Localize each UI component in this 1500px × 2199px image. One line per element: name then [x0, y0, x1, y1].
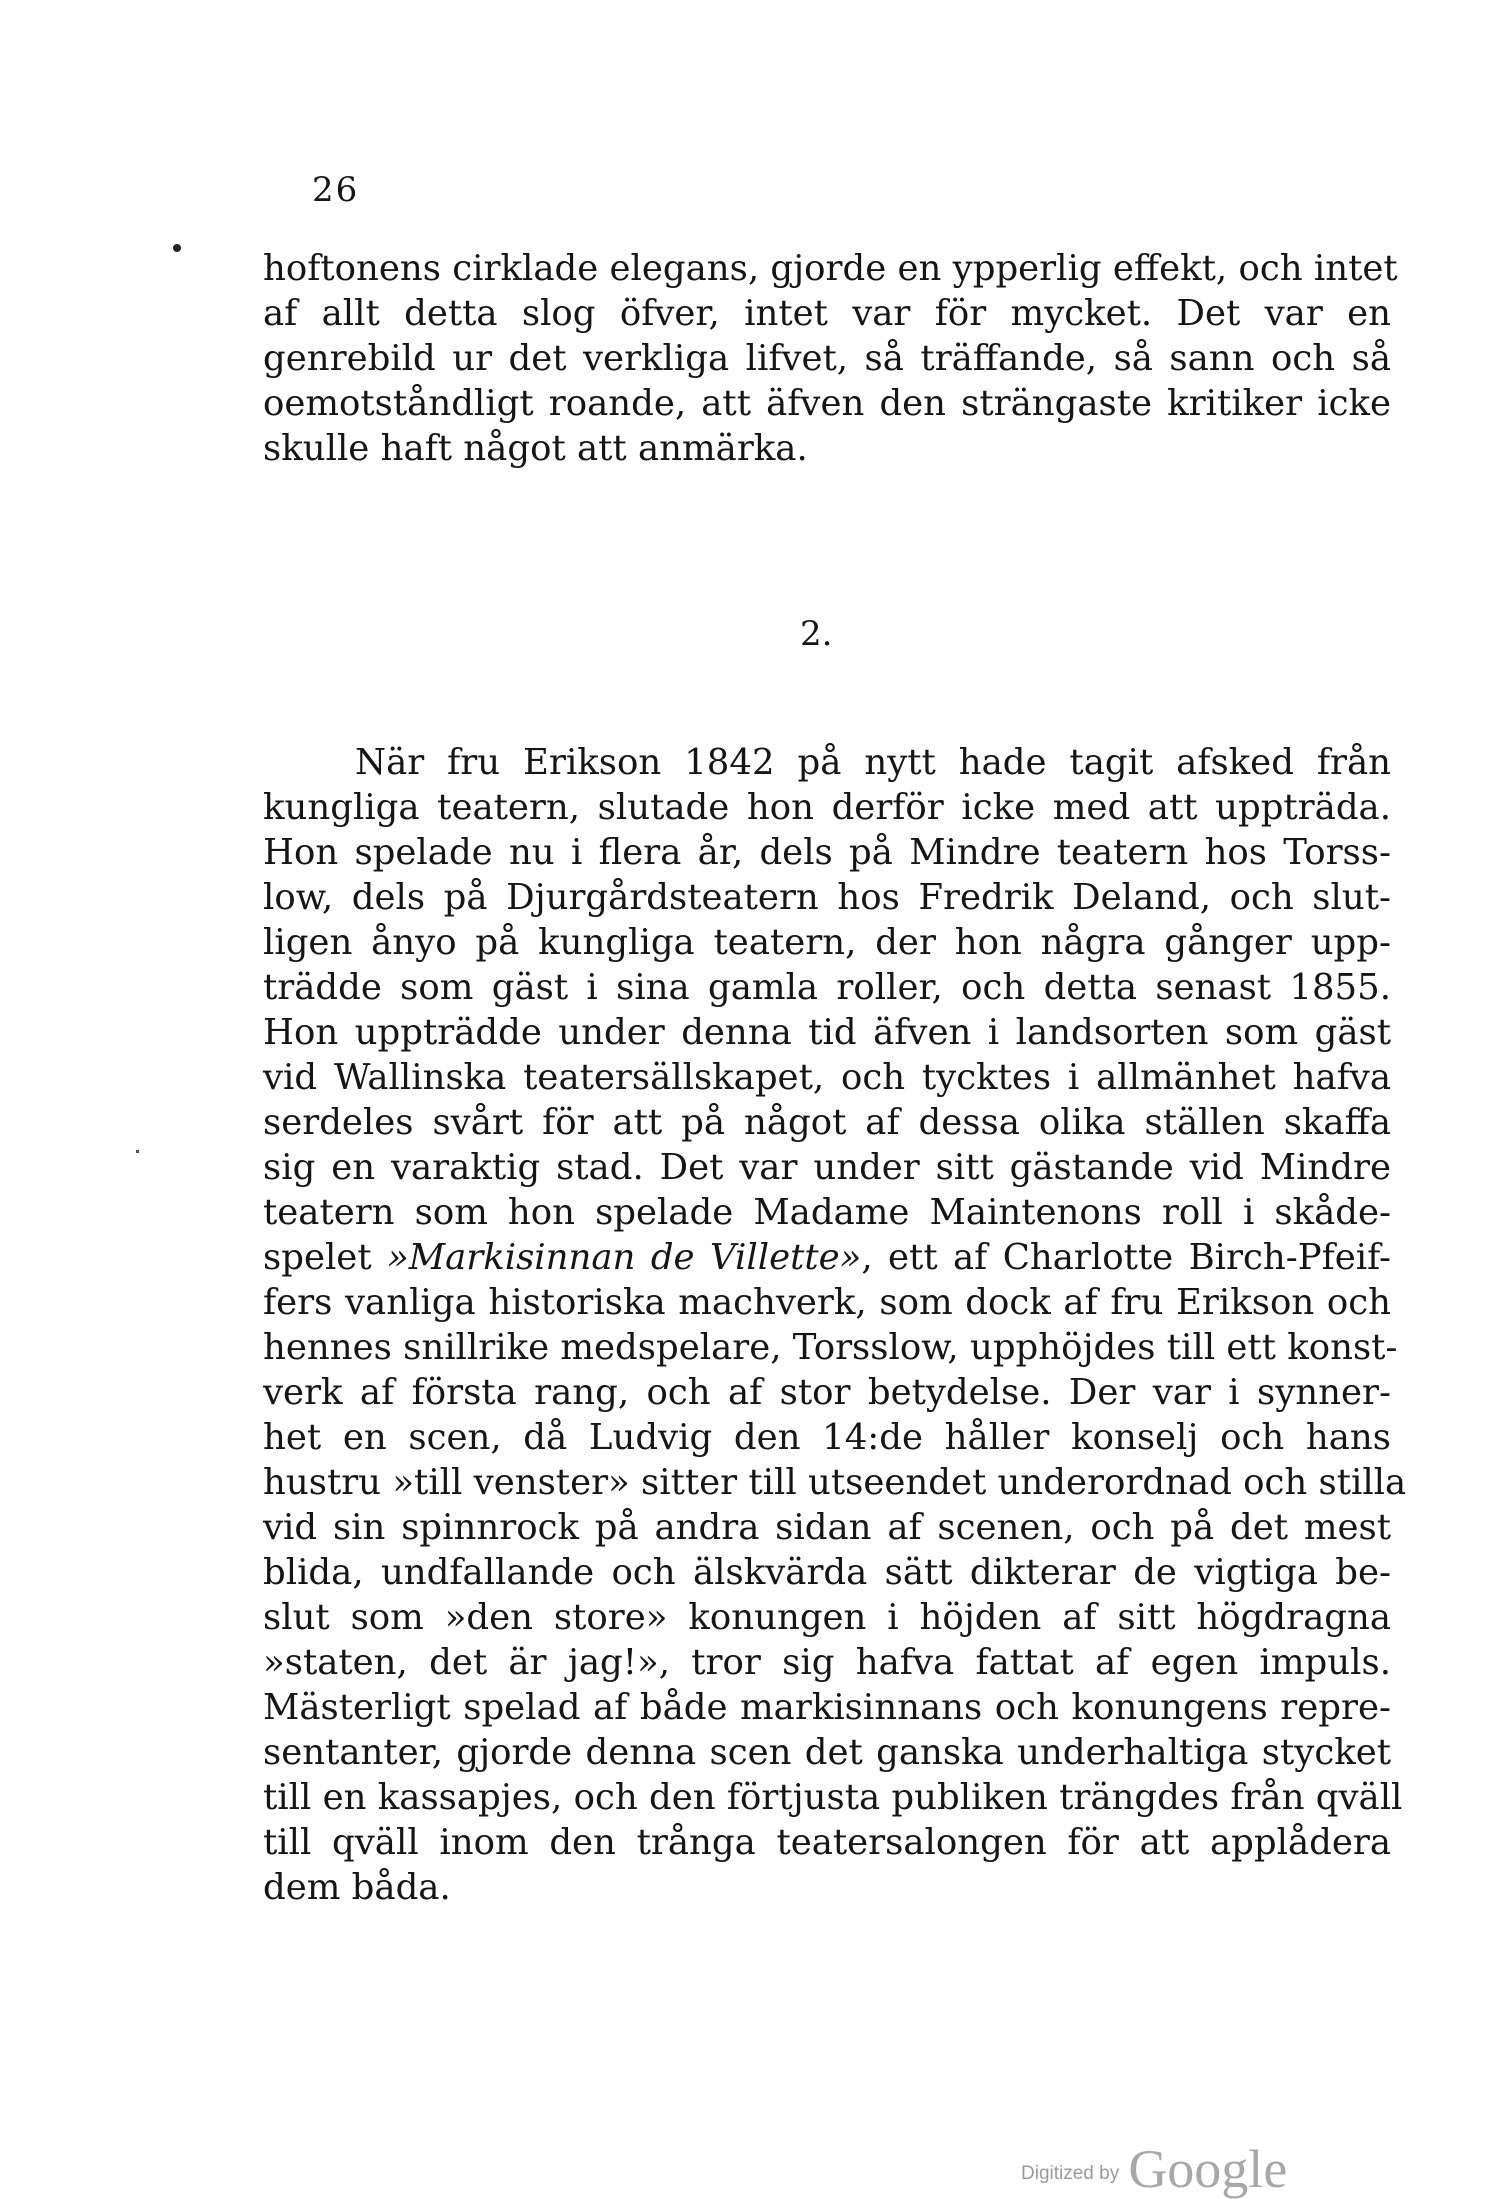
- text-line: När fru Erikson 1842 på nytt hade tagit afsked från: [355, 742, 1391, 783]
- text-line: serdeles svårt för att på något af dessa olika ställen skaffa: [263, 1102, 1391, 1143]
- text-line: verk af första rang, och af stor betydelse. Der var i synner-: [263, 1372, 1391, 1413]
- text-line: hennes snillrike medspelare, Torsslow, upphöjdes till ett konst-: [263, 1327, 1398, 1368]
- text-line: kungliga teatern, slutade hon derför icke med att uppträda.: [263, 787, 1391, 828]
- google-logo: Google: [1128, 2139, 1288, 2199]
- text-line: Hon uppträdde under denna tid äfven i landsorten som gäst: [263, 1012, 1391, 1053]
- text-line: het en scen, då Ludvig den 14:de håller konselj och hans: [263, 1417, 1391, 1458]
- section-heading: 2.: [800, 614, 833, 654]
- text-line: genrebild ur det verkliga lifvet, så träffande, så sann och så: [263, 338, 1391, 379]
- margin-mark: [173, 244, 181, 252]
- text-line: hoftonens cirklade elegans, gjorde en ypperlig effekt, och intet: [263, 248, 1398, 289]
- text-line: till qväll inom den trånga teatersalongen för att applådera: [263, 1822, 1391, 1863]
- text-line: trädde som gäst i sina gamla roller, och detta senast 1855.: [263, 967, 1391, 1008]
- text-line: till en kassapjes, och den förtjusta publiken trängdes från qväll: [263, 1777, 1403, 1818]
- text-line: oemotståndligt roande, att äfven den strängaste kritiker icke: [263, 383, 1391, 424]
- text-line: skulle haft något att anmärka.: [263, 428, 808, 469]
- page-number: 26: [312, 170, 360, 210]
- text-line: Mästerligt spelad af både markisinnans och konungens repre-: [263, 1687, 1391, 1728]
- text-line: sig en varaktig stad. Det var under sitt gästande vid Mindre: [263, 1147, 1391, 1188]
- text-line: Hon spelade nu i flera år, dels på Mindre teatern hos Torss-: [263, 832, 1391, 873]
- text-line: af allt detta slog öfver, intet var för mycket. Det var en: [263, 293, 1391, 334]
- play-title: »Markisinnan de Villette»: [387, 1237, 862, 1278]
- digitization-watermark: [1021, 2130, 1288, 2199]
- text-line: sentanter, gjorde denna scen det ganska underhaltiga stycket: [263, 1732, 1391, 1773]
- watermark-prefix: Digitized by: [1021, 2163, 1120, 2184]
- text-run: spelet: [263, 1237, 388, 1278]
- text-line: teatern som hon spelade Madame Maintenons roll i skåde-: [263, 1192, 1391, 1233]
- text-line: ligen ånyo på kungliga teatern, der hon några gånger upp-: [263, 922, 1391, 963]
- paragraph-section-2: [263, 740, 1407, 1910]
- text-line: dem båda.: [263, 1867, 451, 1908]
- text-run: , ett af Charlotte Birch-Pfeif-: [861, 1237, 1392, 1278]
- text-line: »staten, det är jag!», tror sig hafva fattat af egen impuls.: [263, 1642, 1391, 1683]
- text-line: [263, 1235, 1391, 1280]
- text-line: fers vanliga historiska machverk, som dock af fru Erikson och: [263, 1282, 1391, 1323]
- margin-speck: [136, 1150, 139, 1153]
- text-line: hustru »till venster» sitter till utseendet underordnad och stilla: [263, 1462, 1407, 1503]
- text-line: low, dels på Djurgårdsteatern hos Fredrik Deland, och slut-: [263, 877, 1391, 918]
- text-line: blida, undfallande och älskvärda sätt dikterar de vigtiga be-: [263, 1552, 1391, 1593]
- text-line: vid Wallinska teatersällskapet, och tycktes i allmänhet hafva: [263, 1057, 1391, 1098]
- paragraph-continued: [263, 246, 1398, 471]
- text-line: slut som »den store» konungen i höjden af sitt högdragna: [263, 1597, 1391, 1638]
- text-line: vid sin spinnrock på andra sidan af scenen, och på det mest: [263, 1507, 1391, 1548]
